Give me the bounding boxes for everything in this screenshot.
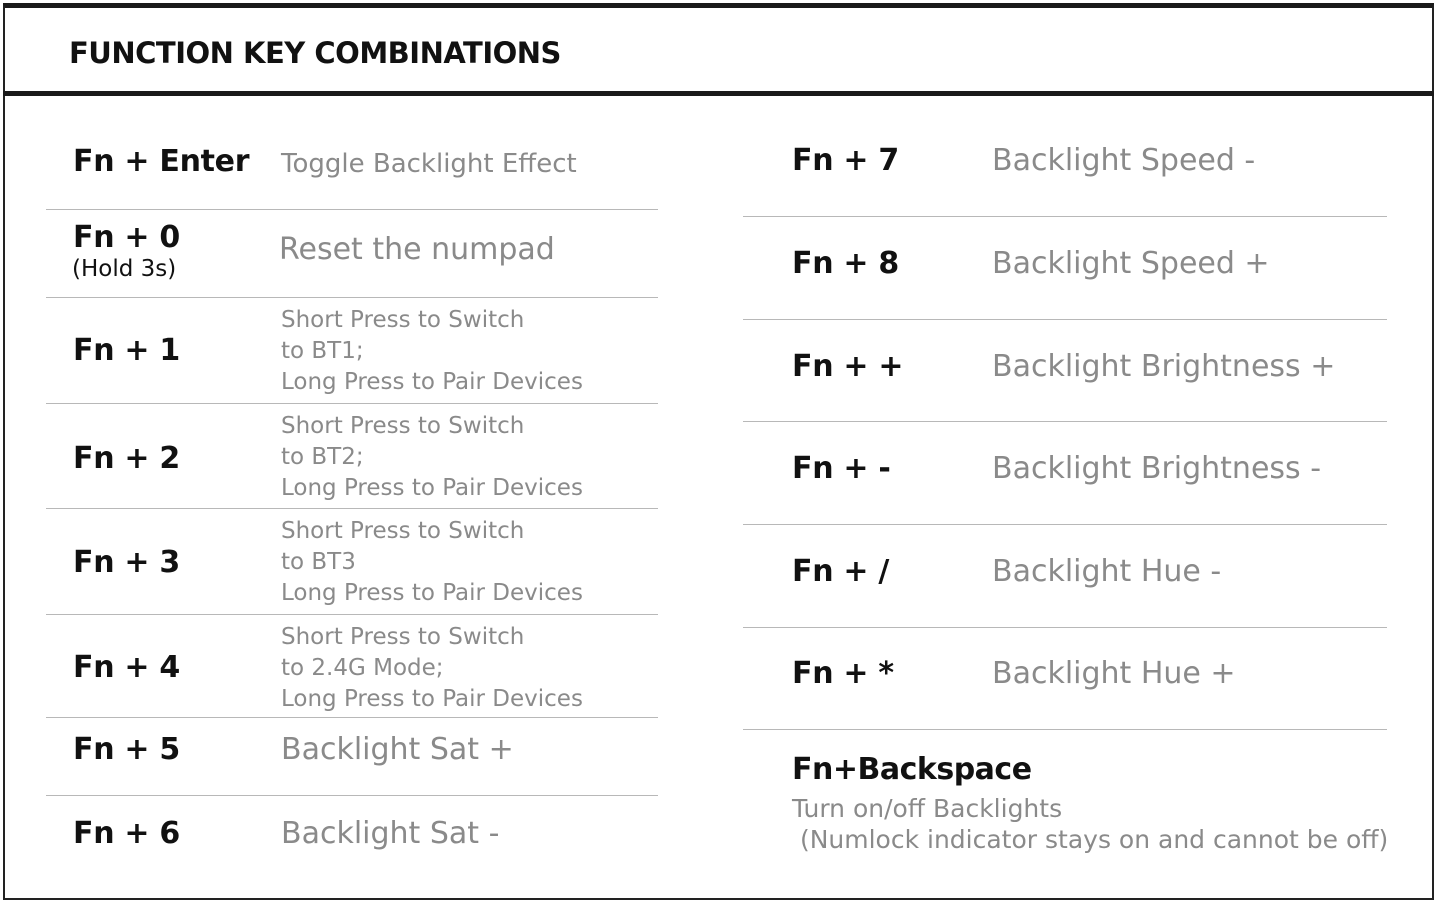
key-row-fn-enter: [46, 125, 658, 210]
key-combo: Fn + 0: [73, 220, 180, 255]
key-row-fn-7: [743, 125, 1387, 217]
key-description: Turn on/off Backlights (Numlock indicator stays on and cannot be off): [792, 794, 1389, 854]
key-description: Reset the numpad: [279, 232, 555, 267]
key-combo: Fn + 2: [73, 441, 180, 476]
key-row-fn-4: [46, 615, 658, 718]
key-combo: Fn + 7: [792, 143, 899, 178]
key-row-fn-5: [46, 718, 658, 796]
key-combo: Fn + 5: [73, 732, 180, 767]
header-bar: [3, 14, 1434, 96]
key-row-fn-asterisk: [743, 628, 1387, 730]
key-row-fn-8: [743, 217, 1387, 320]
page-title: FUNCTION KEY COMBINATIONS: [69, 36, 561, 70]
key-description: Short Press to Switch to BT1; Long Press to Pair Devices: [281, 307, 583, 395]
key-description: Short Press to Switch to BT2; Long Press to Pair Devices: [281, 413, 583, 501]
key-description: Backlight Hue -: [992, 554, 1222, 589]
key-description: Backlight Sat +: [281, 732, 514, 767]
key-combo: Fn + 6: [73, 816, 180, 851]
key-description: Short Press to Switch to BT3 Long Press to Pair Devices: [281, 518, 583, 606]
key-description: Toggle Backlight Effect: [281, 149, 577, 179]
key-row-fn-1: [46, 298, 658, 404]
key-description: Backlight Brightness +: [992, 349, 1336, 384]
key-row-fn-plus: [743, 320, 1387, 422]
key-combo: Fn + 3: [73, 545, 180, 580]
key-description: Backlight Speed -: [992, 143, 1256, 178]
key-combo: Fn + +: [792, 349, 904, 384]
key-row-fn-2: [46, 404, 658, 509]
key-row-fn-backspace: [743, 730, 1387, 870]
key-combo: Fn + 8: [792, 246, 899, 281]
key-combo: Fn + -: [792, 451, 891, 486]
key-row-fn-minus: [743, 422, 1387, 525]
key-description: Backlight Speed +: [992, 246, 1270, 281]
key-combo: Fn + Enter: [73, 144, 250, 179]
key-description: Backlight Hue +: [992, 656, 1236, 691]
key-combo: Fn + /: [792, 554, 890, 589]
key-row-fn-slash: [743, 525, 1387, 628]
key-combo: Fn + *: [792, 656, 894, 691]
key-combo: Fn+Backspace: [792, 752, 1032, 787]
key-combo: Fn + 1: [73, 333, 180, 368]
key-note: (Hold 3s): [72, 256, 177, 282]
key-description: Backlight Brightness -: [992, 451, 1322, 486]
key-description: Short Press to Switch to 2.4G Mode; Long Press to Pair Devices: [281, 624, 583, 712]
key-description: Backlight Sat -: [281, 816, 500, 851]
key-combo: Fn + 4: [73, 650, 180, 685]
key-row-fn-3: [46, 509, 658, 615]
key-row-fn-6: [46, 796, 658, 876]
key-row-fn-0: [46, 210, 658, 298]
